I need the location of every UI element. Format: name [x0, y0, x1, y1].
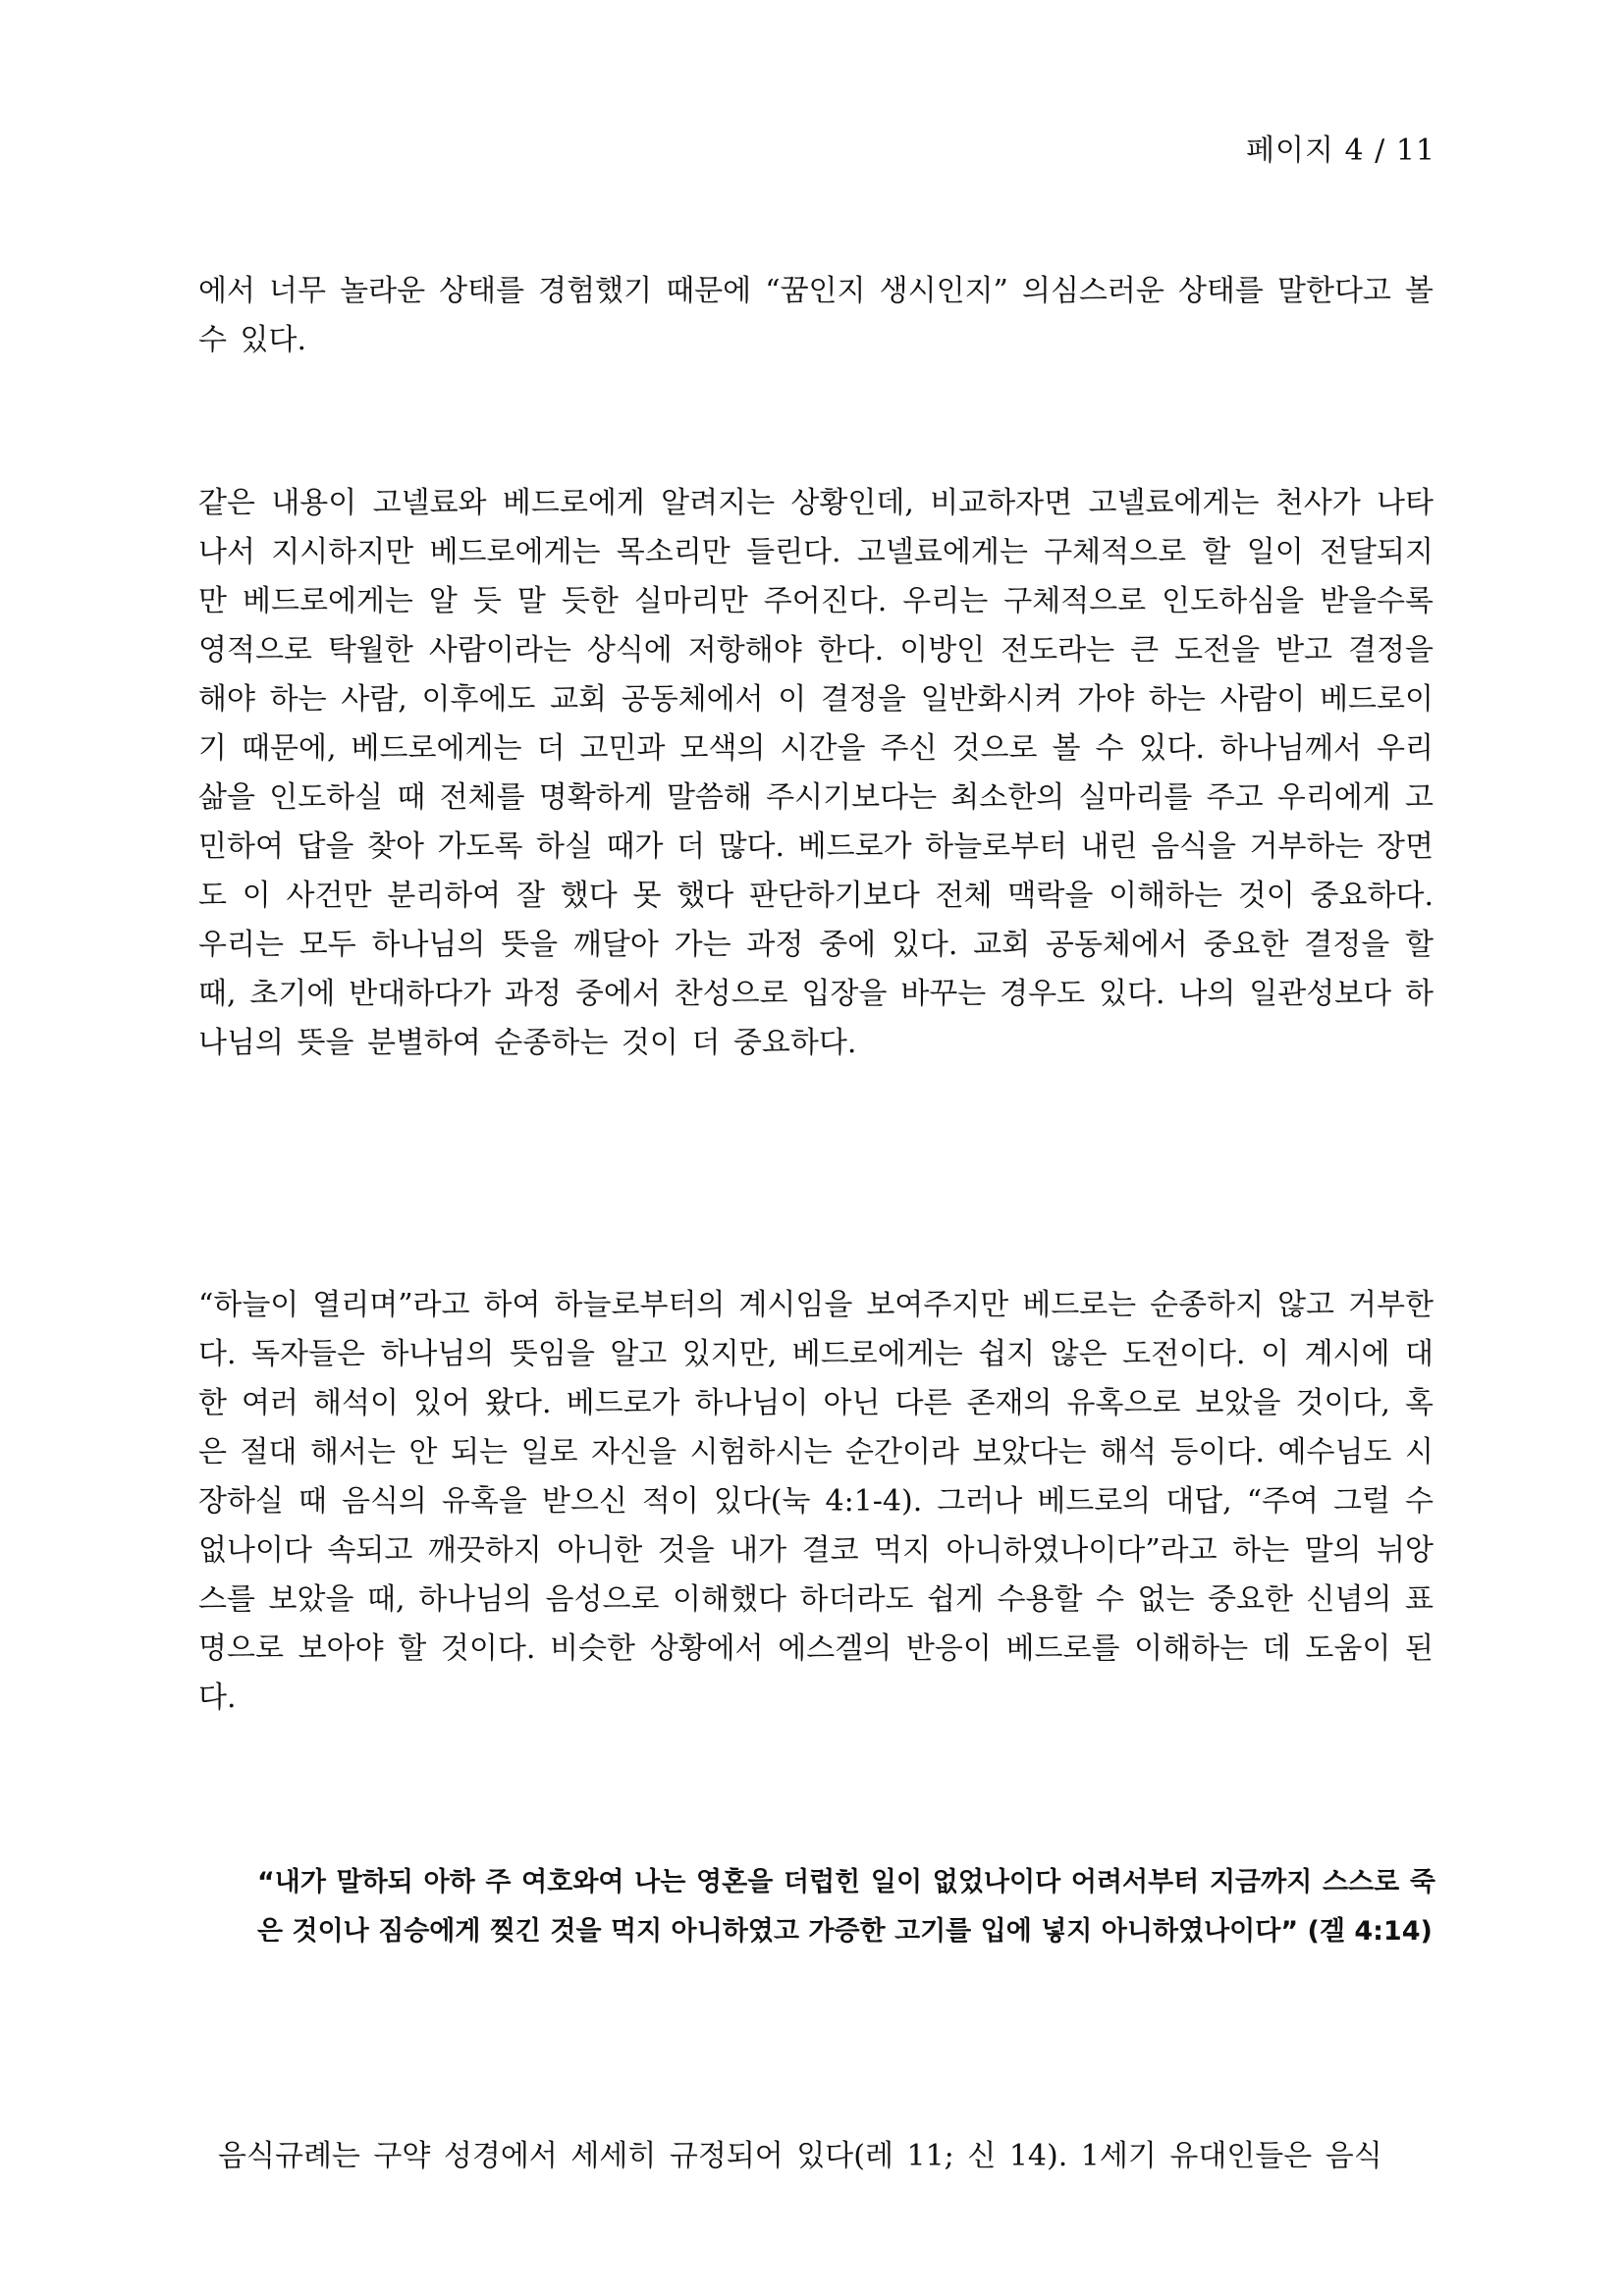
quote-text: “내가 말하되 아하 주 여호와여 나는 영혼을 더럽힌 일이 없었나이다 어려서부터 지금까지 스스로 죽은 것이나 짐승에게 찢긴 것을 먹지 아니하였고 가증한 고기를 입에 넣지 아니하였나이다” [257, 1867, 1435, 1947]
paragraph-cornelius-peter: 같은 내용이 고넬료와 베드로에게 알려지는 상황인데, 비교하자면 고넬료에게는 천사가 나타나서 지시하지만 베드로에게는 목소리만 들린다. 고넬료에게는 구체적으로 할 일이 전달되지만 베드로에게는 알 듯 말 듯한 실마리만 주어진다. 우리는 구체적으로 인도하심을 받을수록 영적으로 탁월한 사람이라는 상식에 저항해야 한다. 이방인 전도라는 큰 도전을 받고 결정을 해야 하는 사람, 이후에도 교회 공동체에서 이 결정을 일반화시켜 가야 하는 사람이 베드로이기 때문에, 베드로에게는 더 고민과 모색의 시간을 주신 것으로 볼 수 있다. 하나님께서 우리 삶을 인도하실 때 전체를 명확하게 말씀해 주시기보다는 최소한의 실마리를 주고 우리에게 고민하여 답을 찾아 가도록 하실 때가 더 많다. 베드로가 하늘로부터 내린 음식을 거부하는 장면도 이 사건만 분리하여 잘 했다 못 했다 판단하기보다 전체 맥락을 이해하는 것이 중요하다. 우리는 모두 하나님의 뜻을 깨달아 가는 과정 중에 있다. 교회 공동체에서 중요한 결정을 할 때, 초기에 반대하다가 과정 중에서 찬성으로 입장을 바꾸는 경우도 있다. 나의 일관성보다 하나님의 뜻을 분별하여 순종하는 것이 더 중요하다. [198, 486, 1434, 1060]
block-quote-ezekiel [257, 1858, 1435, 1956]
paragraph-food-laws: 음식규례는 구약 성경에서 세세히 규정되어 있다(레 11; 신 14). 1세기 유대인들은 음식 [218, 2139, 1382, 2173]
paragraph-continuation: 에서 너무 놀라운 상태를 경험했기 때문에 “꿈인지 생시인지” 의심스러운 상태를 말한다고 볼 수 있다. [198, 274, 1434, 357]
paragraph-heaven-opened: “하늘이 열리며”라고 하여 하늘로부터의 계시임을 보여주지만 베드로는 순종하지 않고 거부한다. 독자들은 하나님의 뜻임을 알고 있지만, 베드로에게는 쉽지 않은 도전이다. 이 계시에 대한 여러 해석이 있어 왔다. 베드로가 하나님이 아닌 다른 존재의 유혹으로 보았을 것이다, 혹은 절대 해서는 안 되는 일로 자신을 시험하시는 순간이라 보았다는 해석 등이다. 예수님도 시장하실 때 음식의 유혹을 받으신 적이 있다(눅 4:1-4). 그러나 베드로의 대답, “주여 그럴 수 없나이다 속되고 깨끗하지 아니한 것을 내가 결코 먹지 아니하였나이다”라고 하는 말의 뉘앙스를 보았을 때, 하나님의 음성으로 이해했다 하더라도 쉽게 수용할 수 없는 중요한 신념의 표명으로 보아야 할 것이다. 비슷한 상황에서 에스겔의 반응이 베드로를 이해하는 데 도움이 된다. [198, 1288, 1434, 1715]
page-number: 페이지 4 / 11 [1246, 133, 1435, 168]
quote-reference: (겔 4:14) [1307, 1916, 1433, 1947]
